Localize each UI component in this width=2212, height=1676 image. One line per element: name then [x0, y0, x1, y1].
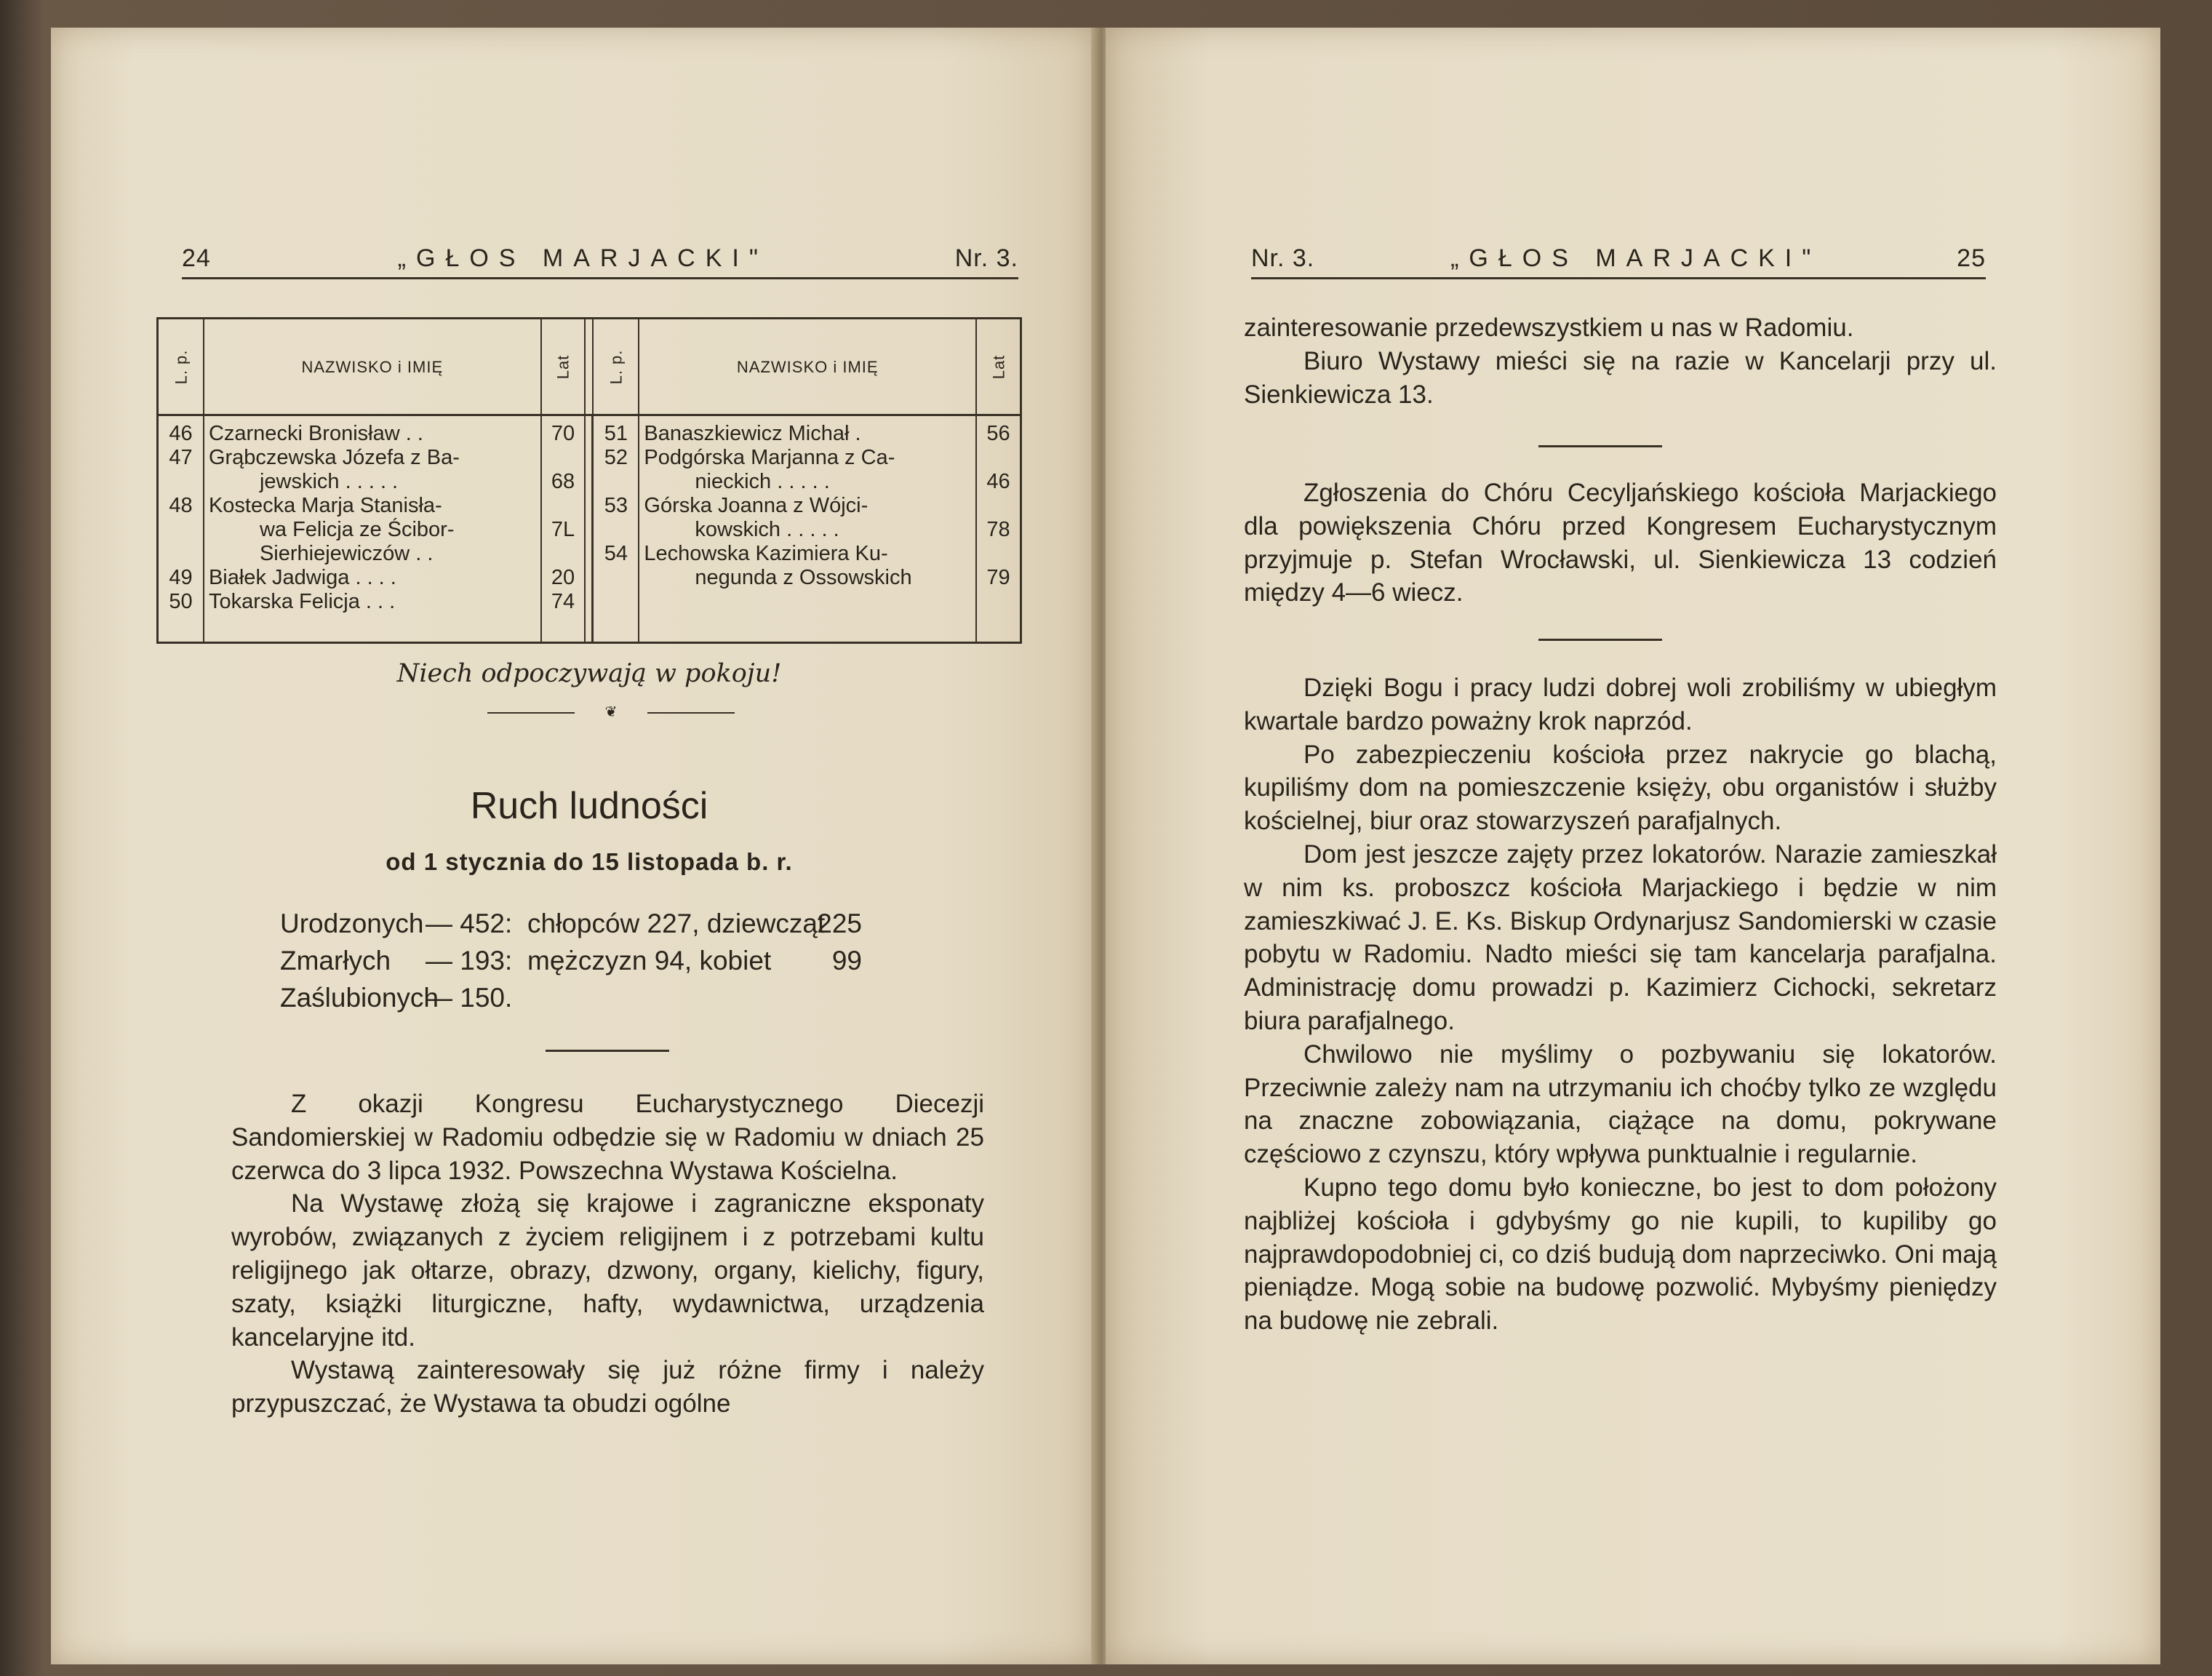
right-block-choir [1244, 476, 1997, 610]
stats-row-deaths: Zmarłych — 193: mężczyzn 94, kobiet 99 [280, 946, 862, 975]
stats-row-births: Urodzonych — 452: chłopców 227, dziewcząt 225 [280, 909, 862, 938]
paragraph: zainteresowanie przedewszystkiem u nas w Radomiu. [1244, 314, 1854, 342]
ornament-divider [487, 704, 735, 720]
separator-rule [1538, 639, 1662, 641]
paragraph: Zgłoszenia do Chóru Cecyljańskiego kościoła Marjackiego dla powiększenia Chóru przed Kongresem Eucharystycznym przyjmuje p. Stefan Wrocławski, ul. Sienkiewicza 13 codzień między 4—6 wiecz. [1244, 479, 1997, 607]
left-ages-column: 70 68 7L 20 74 [541, 415, 586, 643]
paragraph: Na Wystawę złożą się krajowe i zagraniczne eksponaty wyrobów, związanych z życiem religijnem i z potrzebami kultu religijnego jak ołtarze, obrazy, dzwony, organy, kielichy, figury, szaty, książki liturgiczne, hafty, wydawnictwa, urządzenia kancelaryjne itd. [231, 1189, 984, 1352]
paragraph: Z okazji Kongresu Eucharystycznego Diecezji Sandomierskiej w Radomiu odbędzie się w Radomiu w dniach 25 czerwca do 3 lipca 1932. Powszechna Wystawa Kościelna. [231, 1090, 984, 1185]
right-nums-column: 51 52 53 54 [593, 415, 639, 643]
right-block-parish-house [1244, 671, 1997, 1338]
right-page-number: 25 [1957, 244, 1986, 272]
col-header-name-right: NAZWISKO i IMIĘ [639, 319, 976, 415]
col-header-lp-right: L. p. [593, 319, 639, 415]
right-names-column: Banaszkiewicz Michał . Podgórska Marjanna z Ca- nieckich . . . . . Górska Joanna z Wójci- kowskich . . . . . Lechowska Kazimiera Ku- negunda z Ossowskich [639, 415, 976, 643]
section-title: Ruch ludności [470, 785, 708, 827]
right-ages-column: 56 46 78 79 [976, 415, 1021, 643]
section-subtitle: od 1 stycznia do 15 listopada b. r. [386, 848, 793, 875]
paragraph: Chwilowo nie myślimy o pozbywaniu się lokatorów. Przeciwnie zależy nam na utrzymaniu ich choćby tylko ze względu na znaczne zobowiązania, ciążące na domu, pokrywane częściowo z czynszu, który wpływa punktualnie i regularnie. [1244, 1039, 1997, 1169]
paragraph: Dzięki Bogu i pracy ludzi dobrej woli zrobiliśmy w ubiegłym kwartale bardzo poważny krok naprzód. [1244, 674, 1997, 735]
separator-rule [546, 1050, 669, 1052]
paragraph: Biuro Wystawy mieści się na razie w Kancelarji przy ul. Sienkiewicza 13. [1244, 346, 1997, 409]
col-header-age-left: Lat [541, 319, 586, 415]
left-page-number: 24 [182, 244, 211, 272]
left-nums-column: 46 47 48 49 50 [158, 415, 204, 643]
right-block-exhibition [1244, 311, 1997, 411]
left-issue-number: Nr. 3. [954, 244, 1018, 272]
right-page [1106, 28, 2160, 1664]
requiem-line: Niech odpoczywają w pokoju! [396, 659, 782, 688]
population-stats [280, 905, 862, 1016]
stats-row-marriages: Zaślubionych — 150. [280, 983, 513, 1013]
paragraph: Kupno tego domu było konieczne, bo jest to dom położony najbliżej kościoła i gdybyśmy go nie kupili, to kupiliby go najprawdopodobniej ci, co dziś budują dom naprzeciwko. Oni mają pieniądze. Mogą sobie na budowę pozwolić. Mybyśmy pieniędzy na budowę nie zebrali. [1244, 1173, 1997, 1336]
right-running-head [1251, 244, 1986, 279]
burial-table [156, 317, 1022, 644]
col-header-age-right: Lat [976, 319, 1021, 415]
left-journal-title: „GŁOS MARJACKI" [397, 244, 768, 272]
right-journal-title: „GŁOS MARJACKI" [1450, 244, 1821, 272]
table-divider [585, 415, 592, 643]
left-page [51, 28, 1095, 1664]
ornament-icon: ❦ [604, 704, 618, 720]
paragraph: Po zabezpieczeniu kościoła przez nakrycie go blachą, kupiliśmy dom na pomieszczenie księży, obu organistów i służby kościelnej, biur oraz stowarzyszeń parafjalnych. [1244, 740, 1997, 836]
col-header-name-left: NAZWISKO i IMIĘ [204, 319, 541, 415]
left-running-head [182, 244, 1018, 279]
left-body-text [231, 1088, 984, 1421]
left-names-column: Czarnecki Bronisław . . Grąbczewska Józefa z Ba- jewskich . . . . . Kostecka Marja Stanisła- wa Felicja ze Ścibor- Sierhiejewiczów . . Białek Jadwiga . . . . Tokarska Felicja . . . [204, 415, 541, 643]
col-gap [585, 319, 592, 415]
col-header-lp-left: L. p. [158, 319, 204, 415]
separator-rule [1538, 445, 1662, 447]
right-issue-number: Nr. 3. [1251, 244, 1315, 272]
paragraph: Wystawą zainteresowały się już różne firmy i należy przypuszczać, że Wystawa ta obudzi ogólne [231, 1356, 984, 1418]
paragraph: Dom jest jeszcze zajęty przez lokatorów. Narazie zamieszkał w nim ks. proboszcz kościoła Marjackiego i będzie w nim zamieszkiwać J. E. Ks. Biskup Ordynarjusz Sandomierski w czasie pobytu w Radomiu. Nadto mieści się tam kancelarja parafjalna. Administrację domu prowadzi p. Kazimierz Cichocki, sekretarz biura parafjalnego. [1244, 839, 1997, 1035]
